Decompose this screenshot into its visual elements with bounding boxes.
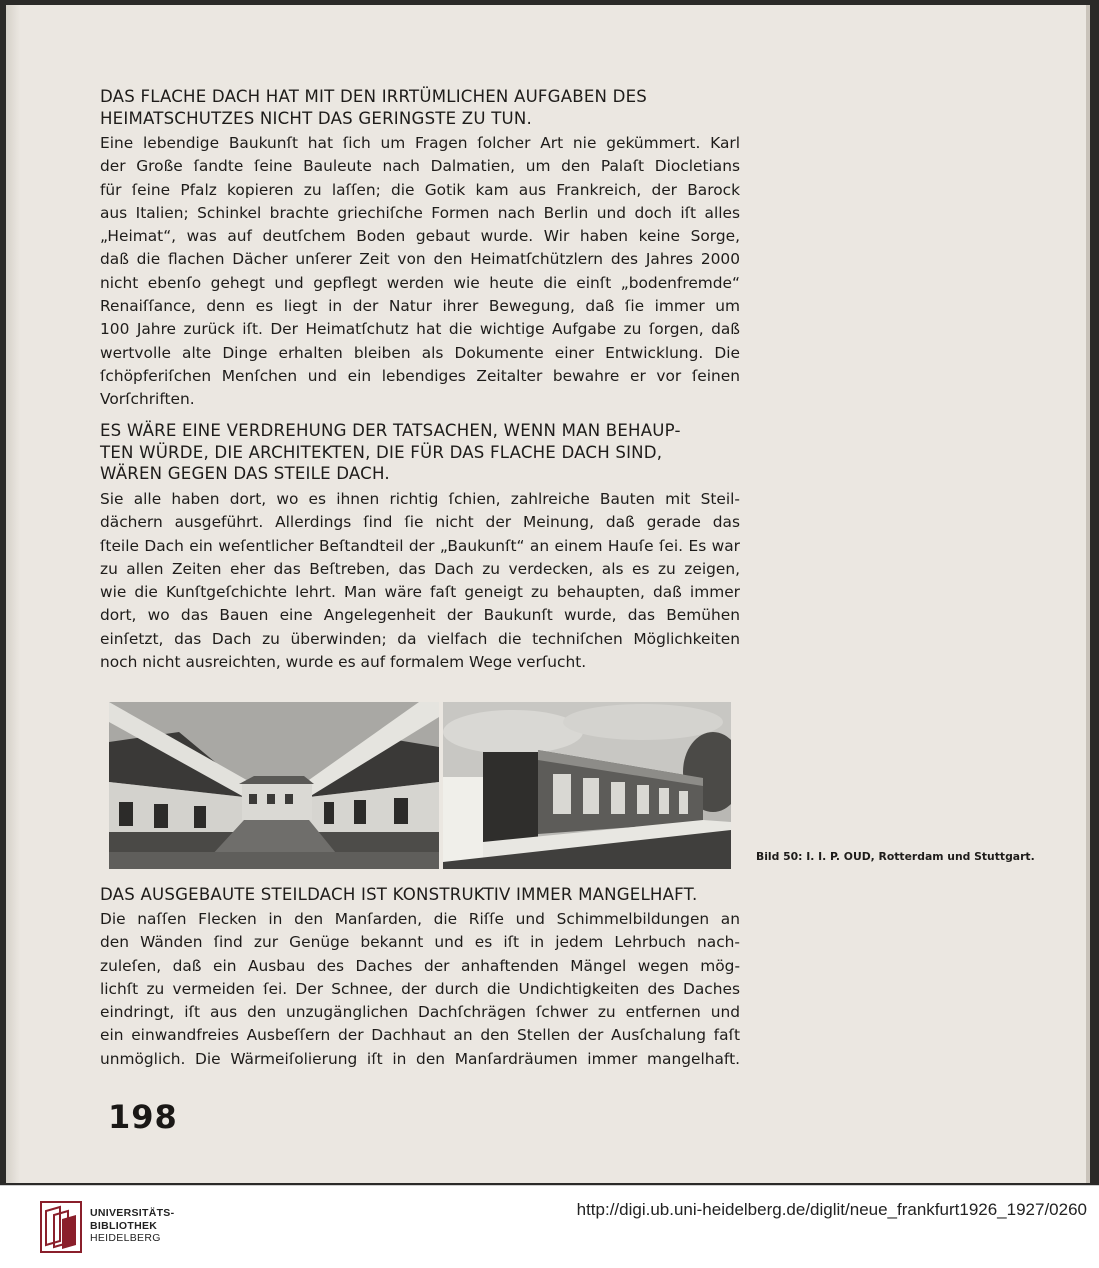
heading-line: WÄREN GEGEN DAS STEILE DACH. <box>100 464 390 483</box>
library-name-line: UNIVERSITÄTS- <box>90 1207 175 1219</box>
text-line: nicht ebenſo gehegt und gepflegt werden wie heute die einſt „bodenfremde“ <box>100 273 740 292</box>
photo-pitched-roof-houses <box>109 702 439 869</box>
heading-line: TEN WÜRDE, DIE ARCHITEKTEN, DIE FÜR DAS FLACHE DACH SIND, <box>100 442 663 462</box>
text-line: „Heimat“, was auf deutſchem Boden gebaut wurde. Wir haben keine Sorge, <box>100 227 740 246</box>
page-gutter-shadow <box>6 5 20 1183</box>
text-line: ſchöpferiſchen Menſchen und ein lebendiges Zeitalter bewahre er vor ſeinen <box>100 366 740 385</box>
photo-flat-roof-houses <box>443 702 731 869</box>
heading-line: DAS FLACHE DACH HAT MIT DEN IRRTÜMLICHEN AUFGABEN DES <box>100 87 648 106</box>
heading-line: HEIMATSCHUTZES NICHT DAS GERINGSTE ZU TUN. <box>100 108 532 128</box>
heading-steep-roof <box>100 884 740 906</box>
library-name-line: BIBLIOTHEK <box>90 1219 158 1232</box>
heading-line: ES WÄRE EINE VERDREHUNG DER TATSACHEN, WENN MAN BEHAUP- <box>100 421 681 440</box>
paragraph-3 <box>100 908 740 1071</box>
text-line: dort, wo das Bauen eine Angelegenheit der Baukunſt wurde, das Bemühen <box>100 606 740 625</box>
text-line: noch nicht ausreichten, wurde es auf formalem Wege verſucht. <box>100 653 587 672</box>
heading-distortion-of-facts <box>100 420 740 485</box>
text-line: wertvolle alte Dinge erhalten bleiben als Dokumente einer Entwicklung. Die <box>100 343 740 362</box>
text-line: wie die Kunſtgeſchichte lehrt. Man wäre faſt geneigt zu behaupten, daß immer <box>100 583 740 602</box>
text-line: lichſt zu vermeiden ſei. Der Schnee, der durch die Undichtigkeiten des Daches <box>100 979 740 998</box>
library-name-line: HEIDELBERG <box>90 1232 161 1244</box>
text-line: daß die flachen Dächer unſerer Zeit von den Heimatſchützlern des Jahres 2000 <box>100 250 740 269</box>
paragraph-1 <box>100 132 740 412</box>
text-line: aus Italien; Schinkel brachte griechiſche Formen nach Berlin und doch iſt alles <box>100 203 740 222</box>
heading-flat-roof <box>100 86 740 129</box>
text-line: der Große ſandte ſeine Bauleute nach Dalmatien, um den Palaſt Diocletians <box>100 157 740 176</box>
text-line: eindringt, iſt aus den unzugänglichen Dachſchrägen ſchwer zu entfernen und <box>100 1003 740 1022</box>
text-line: den Wänden ſind zur Genüge bekannt und es iſt in jedem Lehrbuch nach- <box>100 933 740 952</box>
text-line: ſteile Dach ein weſentlicher Beſtandteil der „Baukunſt“ an einem Hauſe ſei. Es war <box>100 536 740 555</box>
page-number: 198 <box>108 1098 178 1136</box>
text-line: zu allen Zeiten eher das Beſtreben, das Dach zu verdecken, als es zu zeigen, <box>100 559 740 578</box>
library-name[interactable] <box>90 1207 174 1245</box>
figure-caption: Bild 50: I. I. P. OUD, Rotterdam und Stuttgart. <box>756 850 1035 863</box>
viewer-footer <box>0 1185 1099 1268</box>
text-line: 100 Jahre zurück iſt. Der Heimatſchutz hat die wichtige Aufgabe zu ſorgen, daß <box>100 320 740 339</box>
text-line: für ſeine Pfalz kopieren zu laſſen; die Gotik kam aus Frankreich, der Barock <box>100 180 740 199</box>
text-line: zuleſen, daß ein Ausbau des Daches der anhaftenden Mängel wegen mög- <box>100 956 740 975</box>
text-line: dächern ausgeführt. Allerdings ſind ſie nicht der Meinung, daß gerade das <box>100 513 740 532</box>
heidelberg-library-logo-icon[interactable] <box>40 1201 82 1253</box>
text-line: einſetzt, das Dach zu überwinden; da vielfach die techniſchen Möglichkeiten <box>100 629 740 648</box>
text-line: ein einwandfreies Ausbeſſern der Dachhaut an den Stellen der Ausſchalung faſt <box>100 1026 740 1045</box>
text-line: Die naſſen Flecken in den Manſarden, die Riſſe und Schimmelbildungen an <box>100 910 740 928</box>
text-line: Vorſchriften. <box>100 390 195 409</box>
source-url-link[interactable]: http://digi.ub.uni-heidelberg.de/diglit/neue_frankfurt1926_1927/0260 <box>576 1200 1087 1219</box>
text-line: Sie alle haben dort, wo es ihnen richtig ſchien, zahlreiche Bauten mit Steil- <box>100 490 740 508</box>
paragraph-2 <box>100 488 740 674</box>
text-line: Renaiſſance, denn es liegt in der Natur ihrer Bewegung, daß ſie immer um <box>100 297 740 316</box>
text-line: unmöglich. Die Wärmeiſolierung iſt in den Manſardräumen immer mangelhaft. <box>100 1049 740 1068</box>
heading-line: DAS AUSGEBAUTE STEILDACH IST KONSTRUKTIV IMMER MANGELHAFT. <box>100 885 698 904</box>
text-line: Eine lebendige Baukunſt hat ſich um Fragen ſolcher Art nie gekümmert. Karl <box>100 134 740 152</box>
